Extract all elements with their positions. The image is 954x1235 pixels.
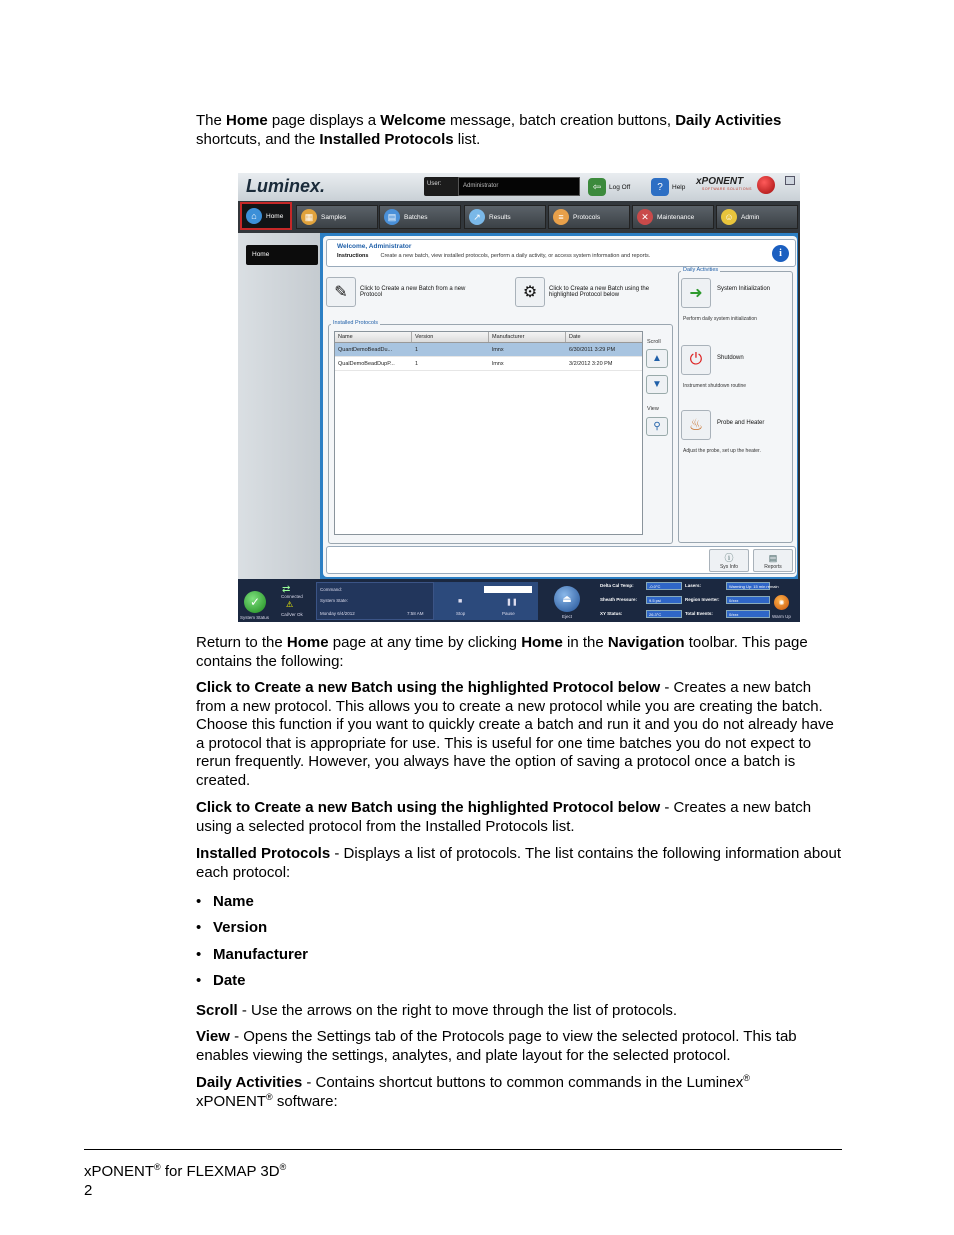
installed-protocols-group: [328, 324, 673, 544]
delta-cal-temp-value: -0.0°C: [646, 582, 682, 590]
view-paragraph: View - Opens the Settings tab of the Protocols page to view the selected protocol. This tab enables viewing the settings, analytes, and plate layout for the selected protocol.: [196, 1028, 797, 1064]
probe-heater-button[interactable]: ♨ Probe and Heater Adjust the probe, set up the heater.: [681, 410, 791, 440]
arrow-up-icon: ▲: [652, 353, 662, 364]
system-status-label: System Status: [240, 615, 270, 620]
protocols-icon: ≡: [553, 209, 569, 225]
total-events-value: 0/xxx: [726, 610, 770, 618]
create-batch-highlighted-protocol-button[interactable]: ⚙ Click to Create a new Batch using the highlighted Protocol below: [515, 277, 661, 307]
warm-up-label: Warm Up: [772, 614, 791, 619]
scroll-up-button[interactable]: [646, 349, 668, 368]
instructions: Instructions Create a new batch, view installed protocols, perform a daily activity, or access system information and reports.: [337, 253, 651, 259]
probe-heater-icon: ♨: [681, 410, 711, 440]
return-home-paragraph: Return to the Home page at any time by clicking Home in the Navigation toolbar. This page contains the following:: [196, 634, 808, 670]
installed-protocols-paragraph: Installed Protocols - Displays a list of protocols. The list contains the following information about each protocol:: [196, 845, 842, 881]
sys-info-button[interactable]: ⓘ Sys Info: [709, 549, 749, 572]
help-button[interactable]: ? Help: [651, 177, 685, 197]
table-row[interactable]: QuantDemoBeadDu... 1 lmnx 6/30/2011 3:29 PM: [335, 343, 642, 357]
eject-button[interactable]: [554, 586, 580, 612]
eject-label: Eject: [562, 614, 573, 619]
pause-button[interactable]: Pause: [502, 611, 515, 616]
user-field[interactable]: Administrator: [458, 177, 580, 196]
list-item: • Manufacturer: [196, 946, 309, 963]
admin-icon: ☺: [721, 209, 737, 225]
home-icon: ⌂: [246, 208, 262, 224]
system-status-icon[interactable]: ✓: [244, 591, 266, 613]
magnifier-icon: ⚲: [653, 421, 661, 432]
main-panel: [320, 233, 798, 579]
status-light-icon: [757, 176, 775, 194]
xponent-logo: xPONENT: [696, 176, 744, 187]
system-initialization-button[interactable]: ➜ System Initialization Perform daily system initialization: [681, 278, 791, 308]
arrow-down-icon: ▼: [652, 379, 662, 390]
command-panel: Command: System State: Monday 6/4/2012 7:58 AM: [316, 582, 434, 620]
sidebar: [238, 233, 320, 579]
tab-home[interactable]: ⌂ Home: [240, 202, 292, 230]
help-icon: ?: [651, 178, 669, 196]
column-manufacturer[interactable]: Manufacturer: [489, 332, 566, 342]
bottom-tools: [326, 546, 796, 574]
luminex-logo: Luminex.: [246, 176, 326, 196]
batches-icon: ▤: [384, 209, 400, 225]
tab-protocols[interactable]: ≡ Protocols: [548, 205, 630, 229]
scroll-paragraph: Scroll - Use the arrows on the right to move through the list of protocols.: [196, 1002, 678, 1019]
samples-icon: ▦: [301, 209, 317, 225]
welcome-box: [326, 239, 796, 267]
tab-results[interactable]: ↗ Results: [464, 205, 546, 229]
daily-activities-paragraph: Daily Activities - Contains shortcut buttons to common commands in the Luminex® xPONENT® software:: [196, 1073, 750, 1110]
list-item: • Version: [196, 919, 268, 936]
view-label: View: [647, 406, 659, 412]
run-controls: [434, 582, 538, 620]
tab-batches[interactable]: ▤ Batches: [379, 205, 461, 229]
tab-admin[interactable]: ☺ Admin: [716, 205, 798, 229]
tab-maintenance[interactable]: ✕ Maintenance: [632, 205, 714, 229]
logoff-icon: ⇦: [588, 178, 606, 196]
pause-icon: ❚❚: [506, 599, 518, 606]
xponent-subtitle: SOFTWARE SOLUTIONS: [702, 187, 752, 191]
intro-paragraph: The Home page displays a Welcome message, batch creation buttons, Daily Activities shortcuts, and the Installed Protocols list.: [196, 112, 782, 148]
create-batch-highlighted-paragraph: Click to Create a new Batch using the highlighted Protocol below - Creates a new batch using a selected protocol from the Installed Protocols list.: [196, 799, 812, 835]
batch-from-protocol-icon: ⚙: [515, 277, 545, 307]
calver-label: Cal/Ver Ok: [281, 612, 303, 617]
protocols-table: [334, 331, 643, 535]
view-button[interactable]: [646, 417, 668, 436]
footer-rule: [84, 1149, 842, 1150]
reports-button[interactable]: ▤ Reports: [753, 549, 793, 572]
list-item: • Date: [196, 972, 246, 989]
lasers-value: Warming Up: 15 min remain: [726, 582, 770, 590]
tab-samples[interactable]: ▦ Samples: [296, 205, 378, 229]
list-item: • Name: [196, 893, 254, 910]
logoff-button[interactable]: ⇦ Log Off: [588, 177, 630, 197]
daily-activities-label: Daily Activities: [683, 267, 719, 273]
arrow-right-icon: ➜: [681, 278, 711, 308]
table-row[interactable]: QualDemoBeadDupP... 1 lmnx 3/2/2012 3:20 PM: [335, 357, 642, 371]
reports-icon: ▤: [768, 553, 778, 563]
welcome-title: Welcome, Administrator: [337, 243, 412, 250]
footer-title: xPONENT® for FLEXMAP 3D®: [84, 1162, 287, 1180]
sidebar-item-home[interactable]: Home: [246, 245, 318, 265]
sheath-pressure-value: 9.5 psi: [646, 596, 682, 604]
navigation-toolbar: [238, 201, 800, 233]
scroll-down-button[interactable]: [646, 375, 668, 394]
info-icon[interactable]: i: [772, 245, 789, 262]
create-batch-new-paragraph: Click to Create a new Batch using the highlighted Protocol below - Creates a new batch from a new protocol. This allows you to create a new protocol while you are creating the batch. Choose this function if you want to quickly create a batch and run it and you do not already have a protocol that is appropriate for use. This is useful for one time batches you do not expect to rerun frequently. However, you always have the option of saving a protocol once a batch is created.: [196, 679, 834, 789]
warm-up-button[interactable]: [774, 595, 789, 610]
installed-protocols-label: Installed Protocols: [333, 320, 378, 326]
column-date[interactable]: Date: [569, 334, 581, 340]
results-icon: ↗: [469, 209, 485, 225]
top-bar: [238, 173, 800, 201]
status-bar: ✓ System Status ⇄ Connected ⚠ Cal/Ver Ok Command: System State: Monday 6/4/2012 7:58 AM ■ Stop ❚❚ Pause ⏏ Eject Delta Cal Temp: -0.0°C Sheath Pressure: 9.5 psi XY Status: 26.3°C Lasers: Warming Up: 15 min remain Region Inverter: 0/xxx Total Events: 0/xxx ✺ Warm Up: [238, 579, 800, 622]
home-page-screenshot: [238, 173, 800, 622]
maintenance-icon: ✕: [637, 209, 653, 225]
user-label: User:: [424, 177, 458, 196]
page-number: 2: [84, 1182, 93, 1199]
home-content: [323, 236, 797, 577]
eject-icon: ⏏: [562, 593, 572, 605]
table-header: [335, 332, 642, 343]
stop-button[interactable]: Stop: [456, 611, 466, 616]
scroll-label: Scroll: [647, 339, 661, 345]
power-icon: ⏻: [681, 345, 711, 375]
progress-bar: [484, 586, 532, 593]
column-name[interactable]: Name: [335, 332, 412, 342]
xy-status-value: 26.3°C: [646, 610, 682, 618]
warm-up-icon: ✺: [778, 599, 785, 607]
connected-icon: ⇄: [282, 584, 291, 595]
shutdown-button[interactable]: ⏻ Shutdown Instrument shutdown routine: [681, 345, 791, 375]
column-version[interactable]: Version: [412, 332, 489, 342]
connected-label: Connected: [281, 594, 303, 599]
stop-icon: ■: [458, 598, 463, 605]
new-batch-icon: ✎: [326, 277, 356, 307]
calver-icon: ⚠: [286, 600, 294, 609]
daily-activities-group: [678, 271, 793, 543]
window-button[interactable]: [785, 176, 795, 185]
sys-info-icon: ⓘ: [724, 553, 734, 563]
region-inverter-value: 0/xxx: [726, 596, 770, 604]
create-batch-new-protocol-button[interactable]: ✎ Click to Create a new Batch from a new Protocol: [326, 277, 470, 307]
